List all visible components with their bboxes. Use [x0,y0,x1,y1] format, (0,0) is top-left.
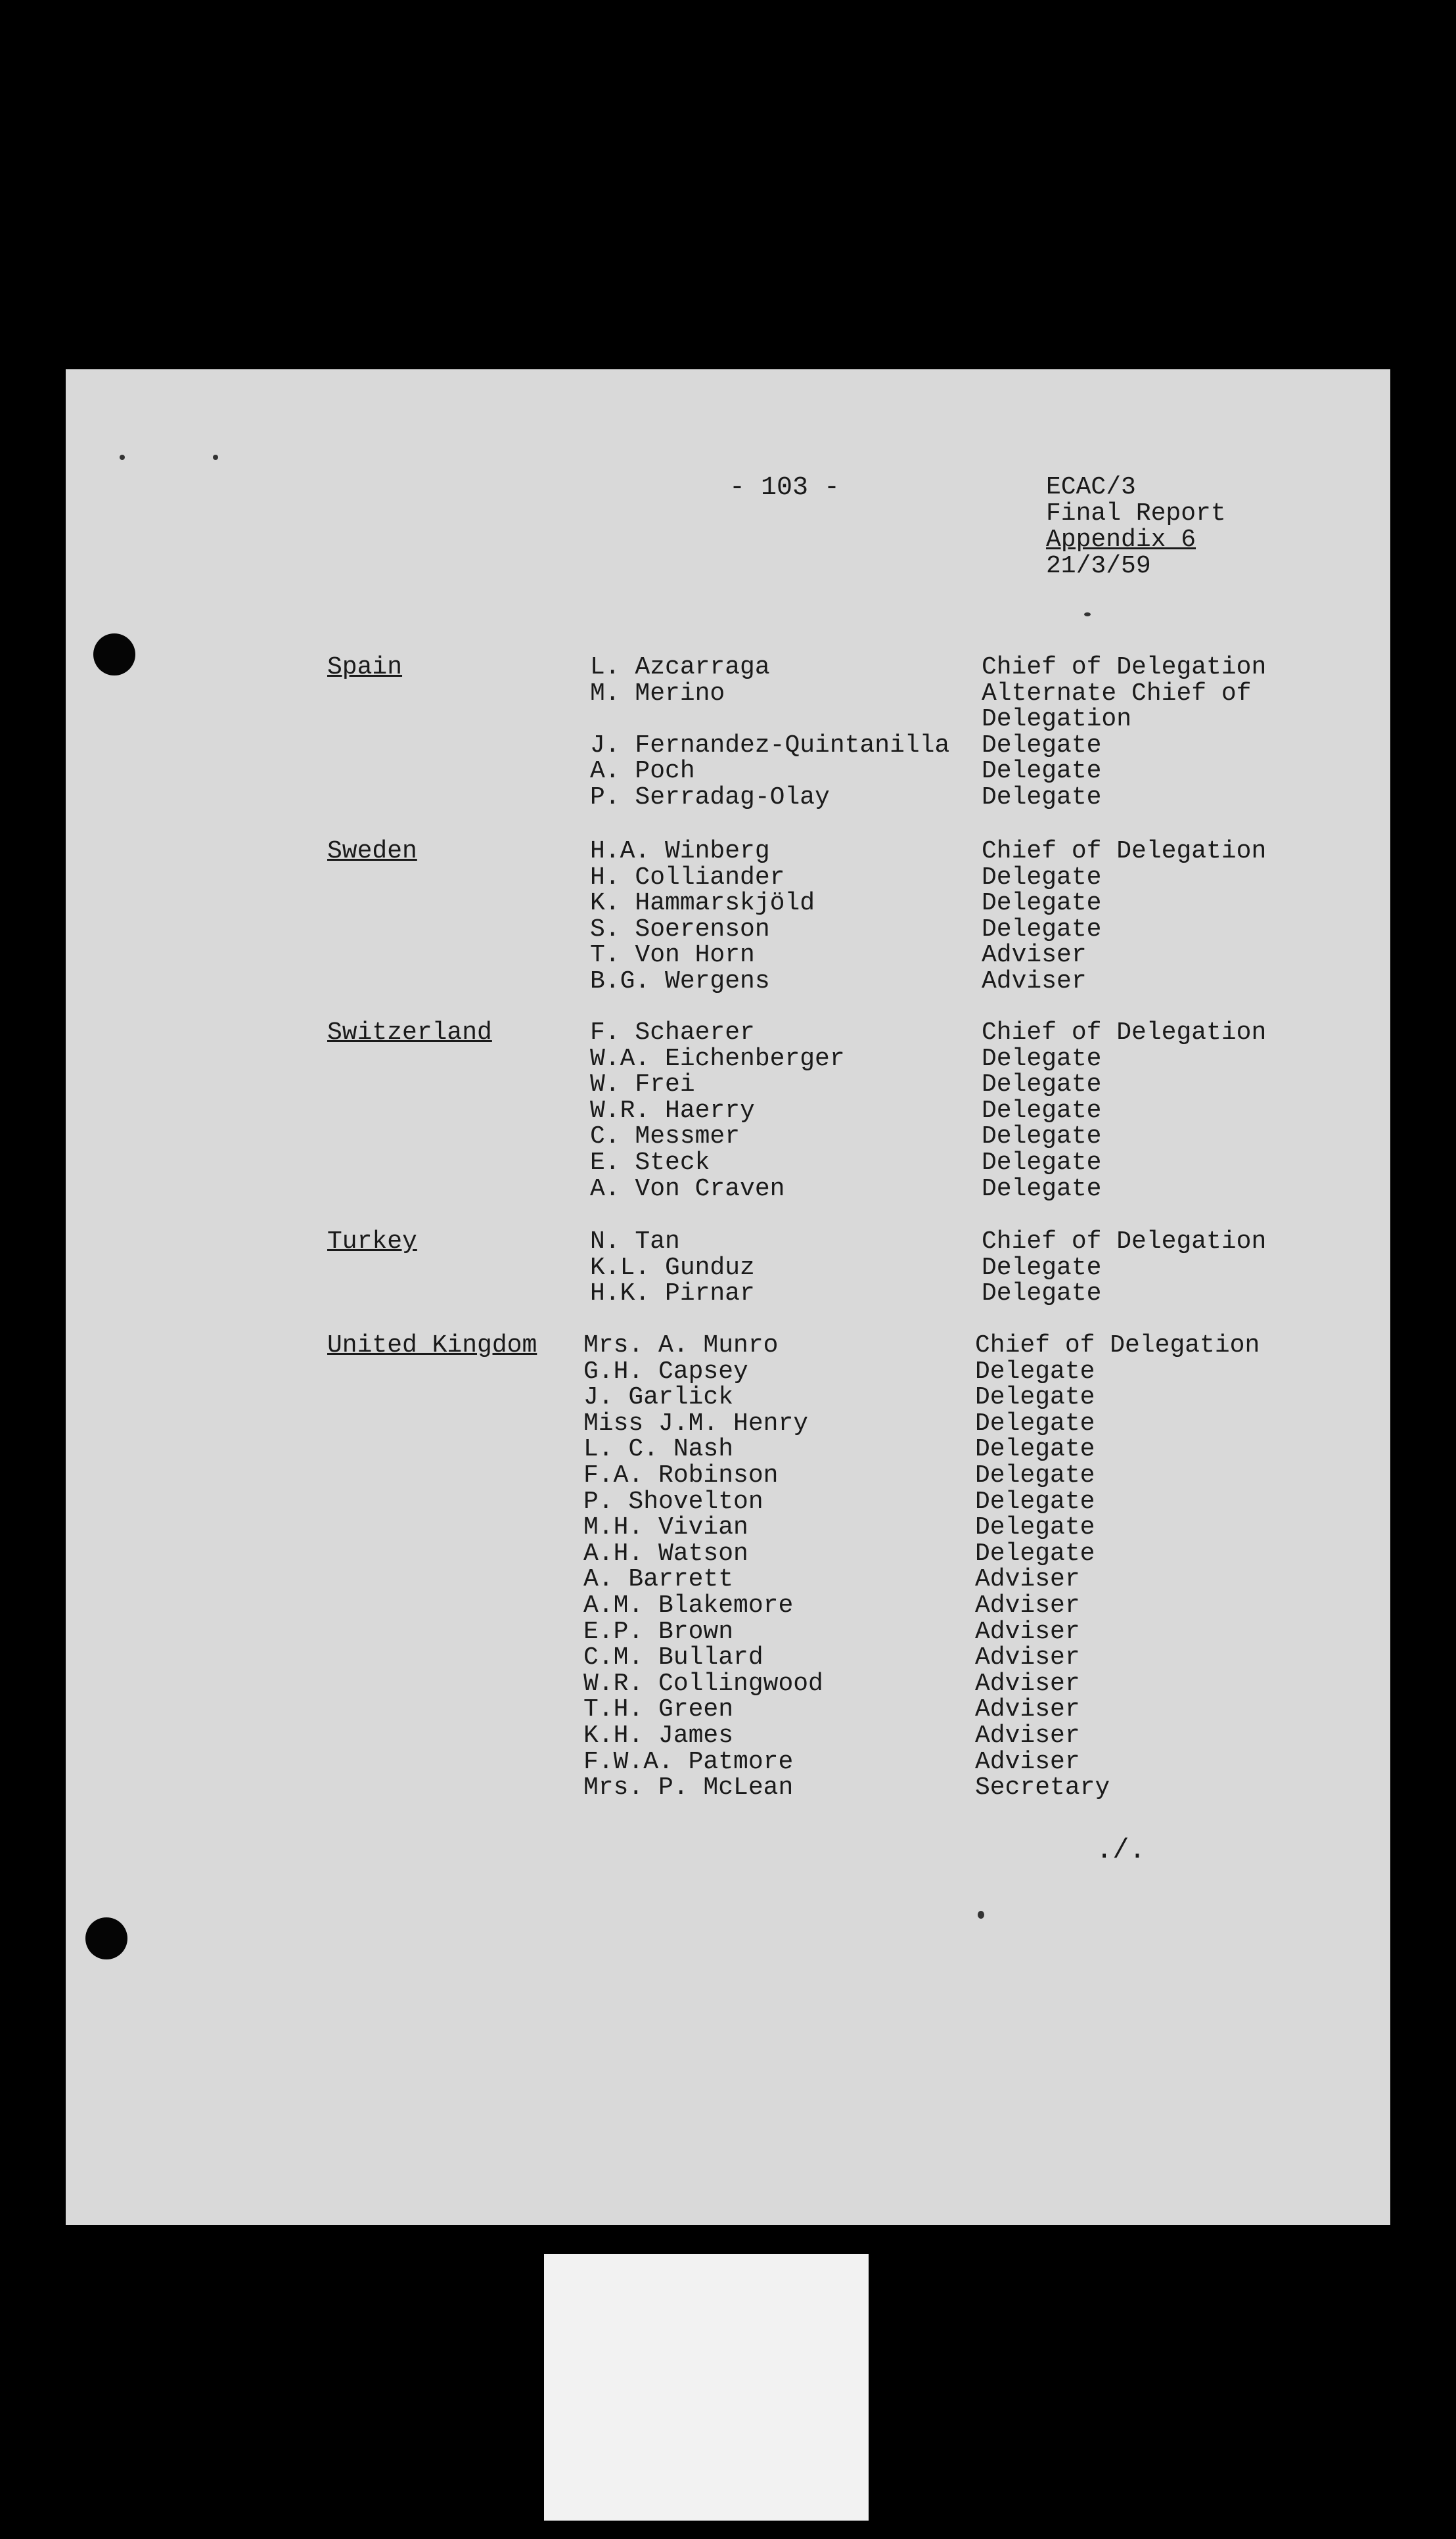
member-role: Adviser [975,1721,1080,1750]
member-role: Delegate [982,757,1102,786]
ref-line-1: ECAC/3 [1046,473,1136,501]
member-role: Delegate [982,1122,1102,1151]
member-role: Delegate [982,1070,1102,1099]
ink-speck [213,455,218,460]
ref-line-2: Final Report [1046,499,1226,528]
member-role: Delegate [982,1044,1102,1073]
member-name: G.H. Capsey [583,1357,748,1386]
member-role: Delegate [982,1174,1102,1203]
member-name: N. Tan [590,1227,680,1256]
member-name: J. Garlick [583,1383,734,1412]
member-name: H.K. Pirnar [590,1279,755,1308]
member-role: Adviser [975,1617,1080,1646]
member-name: F. Schaerer [590,1018,755,1047]
member-role: Delegate [975,1383,1095,1412]
country-name: Switzerland [327,1018,492,1047]
member-name: A. Poch [590,757,695,786]
member-name: S. Soerenson [590,915,770,944]
member-name: L. Azcarraga [590,653,770,681]
member-role: Delegate [975,1435,1095,1464]
member-role: Delegate [975,1539,1095,1568]
member-role: Delegate [982,783,1102,812]
ref-line-4: 21/3/59 [1046,552,1151,580]
member-name: L. C. Nash [583,1435,734,1464]
member-name: Mrs. A. Munro [583,1331,779,1360]
document-page [66,369,1390,2225]
country-name: Turkey [327,1227,417,1256]
member-role: Adviser [975,1565,1080,1594]
member-role: Adviser [975,1643,1080,1672]
member-name: W.R. Collingwood [583,1669,823,1698]
member-name: K.H. James [583,1721,734,1750]
member-name: C.M. Bullard [583,1643,763,1672]
member-role: Delegate [982,731,1102,760]
member-role: Chief of Delegation [975,1331,1260,1360]
member-name: P. Serradag-Olay [590,783,830,812]
member-role: Delegate [975,1487,1095,1516]
member-role: Alternate Chief of [982,679,1252,708]
member-name: W.R. Haerry [590,1096,755,1125]
member-name: H. Colliander [590,863,785,892]
member-role: Adviser [975,1669,1080,1698]
member-role: Adviser [975,1695,1080,1724]
member-name: M.H. Vivian [583,1513,748,1542]
country-name: United Kingdom [327,1331,537,1360]
member-name: A.M. Blakemore [583,1591,794,1620]
ink-speck [120,455,125,460]
member-name: E.P. Brown [583,1617,734,1646]
page-number: - 103 - [729,473,840,503]
member-name: A.H. Watson [583,1539,748,1568]
member-name: F.W.A. Patmore [583,1747,794,1776]
member-name: P. Shovelton [583,1487,763,1516]
member-name: W. Frei [590,1070,695,1099]
member-role: Adviser [975,1591,1080,1620]
member-role: Delegate [982,863,1102,892]
ink-speck [978,1911,984,1919]
member-role: Delegate [982,915,1102,944]
member-role: Adviser [975,1747,1080,1776]
continuation-mark: ./. [1096,1835,1146,1866]
punch-hole-top [93,633,135,675]
member-name: Mrs. P. McLean [583,1773,794,1802]
punch-hole-bottom [85,1917,127,1959]
member-role: Chief of Delegation [982,653,1267,681]
member-name: F.A. Robinson [583,1461,779,1490]
member-name: C. Messmer [590,1122,740,1151]
member-role: Adviser [982,941,1087,970]
member-name: K.L. Gunduz [590,1253,755,1282]
member-role: Chief of Delegation [982,837,1267,865]
paper-slip [544,2254,869,2521]
member-role: Delegate [982,889,1102,918]
member-name: Miss J.M. Henry [583,1409,809,1438]
member-role: Delegate [975,1409,1095,1438]
member-role: Delegate [982,1279,1102,1308]
member-role: Adviser [982,967,1087,995]
country-name: Spain [327,653,403,681]
member-name: A. Barrett [583,1565,734,1594]
member-name: E. Steck [590,1148,710,1177]
member-name: M. Merino [590,679,725,708]
ink-speck [1084,612,1091,616]
member-name: T. Von Horn [590,941,755,970]
member-role: Delegate [982,1253,1102,1282]
document-reference [1046,474,1226,580]
member-name: A. Von Craven [590,1174,785,1203]
member-name: W.A. Eichenberger [590,1044,845,1073]
member-role: Delegate [975,1461,1095,1490]
member-name: H.A. Winberg [590,837,770,865]
member-name: T.H. Green [583,1695,734,1724]
member-name: B.G. Wergens [590,967,770,995]
country-name: Sweden [327,837,417,865]
member-role: Chief of Delegation [982,1227,1267,1256]
member-role: Delegate [975,1513,1095,1542]
member-role: Delegation [982,705,1132,734]
member-name: K. Hammarskjöld [590,889,815,918]
member-role: Delegate [982,1148,1102,1177]
member-role: Delegate [975,1357,1095,1386]
member-role: Chief of Delegation [982,1018,1267,1047]
ref-line-3: Appendix 6 [1046,526,1196,554]
member-role: Secretary [975,1773,1110,1802]
member-name: J. Fernandez-Quintanilla [590,731,950,760]
member-role: Delegate [982,1096,1102,1125]
